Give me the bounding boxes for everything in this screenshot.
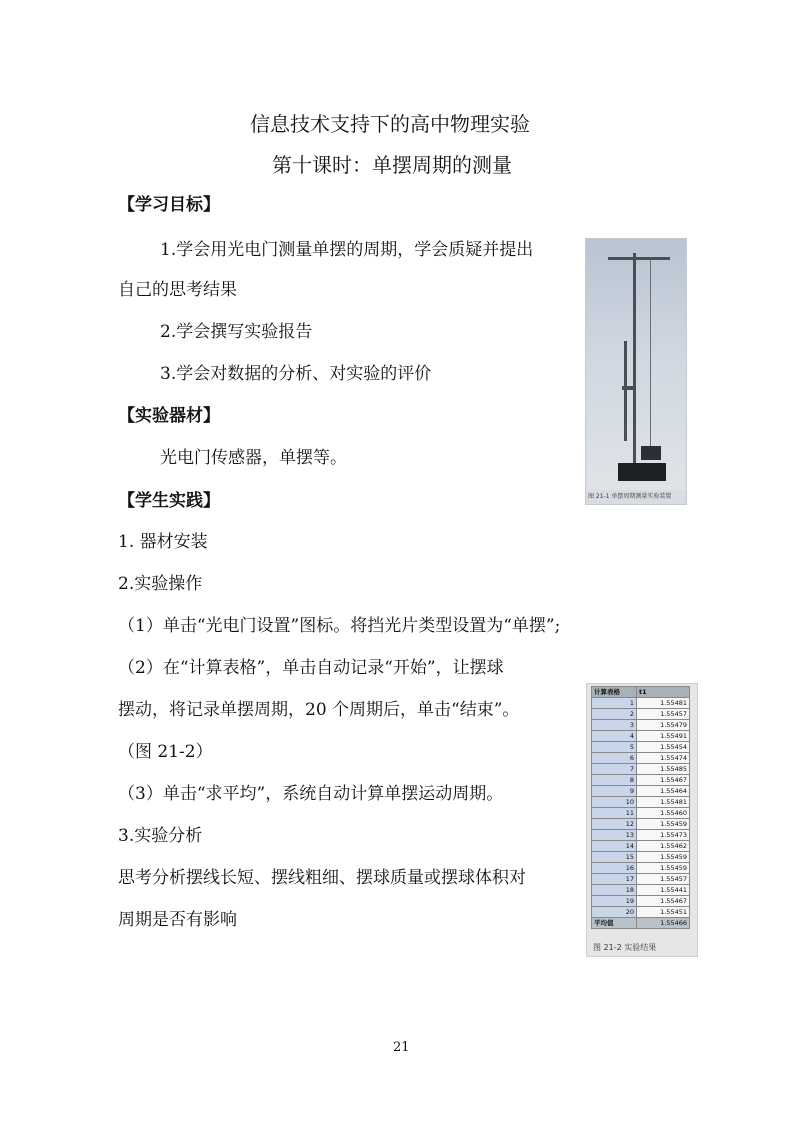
row-index: 19 <box>592 896 637 907</box>
table-row <box>592 775 690 786</box>
document-title: 信息技术支持下的高中物理实验 <box>250 112 530 136</box>
results-table <box>591 686 690 929</box>
row-value: 1.55451 <box>637 907 690 918</box>
table-row <box>592 764 690 775</box>
objective-line-1: 1.学会用光电门测量单摆的周期，学会质疑并提出 <box>160 240 534 260</box>
stand-rod <box>633 253 636 463</box>
equipment-heading: 【实验器材】 <box>118 406 220 426</box>
row-value: 1.55473 <box>637 830 690 841</box>
figure-21-2-caption: 图 21-2 实验结果 <box>593 943 657 952</box>
row-index: 9 <box>592 786 637 797</box>
row-value: 1.55467 <box>637 775 690 786</box>
row-index: 5 <box>592 742 637 753</box>
row-index: 14 <box>592 841 637 852</box>
row-value: 1.55491 <box>637 731 690 742</box>
table-row <box>592 742 690 753</box>
table-row <box>592 819 690 830</box>
row-index: 18 <box>592 885 637 896</box>
table-row <box>592 841 690 852</box>
page-number: 21 <box>393 1040 410 1055</box>
row-index: 16 <box>592 863 637 874</box>
photogate-holder <box>624 341 627 441</box>
average-row <box>592 918 690 929</box>
practice-line-5: 摆动，将记录单摆周期，20 个周期后，单击“结束”。 <box>118 700 520 720</box>
table-header-t1: t1 <box>637 687 690 698</box>
practice-line-1: 1. 器材安装 <box>118 532 208 552</box>
row-value: 1.55460 <box>637 808 690 819</box>
row-value: 1.55462 <box>637 841 690 852</box>
lesson-subtitle: 第十课时：单摆周期的测量 <box>272 153 512 177</box>
practice-line-10: 周期是否有影响 <box>118 910 237 930</box>
row-value: 1.55457 <box>637 874 690 885</box>
row-value: 1.55479 <box>637 720 690 731</box>
table-row <box>592 896 690 907</box>
objective-line-4: 3.学会对数据的分析、对实验的评价 <box>160 364 432 384</box>
objective-line-3: 2.学会撰写实验报告 <box>160 322 313 342</box>
table-row <box>592 698 690 709</box>
table-header-row <box>592 687 690 698</box>
table-row <box>592 874 690 885</box>
row-index: 12 <box>592 819 637 830</box>
figure-21-1-caption: 图 21-1 单摆周期测量实验装置 <box>588 493 672 500</box>
row-index: 15 <box>592 852 637 863</box>
row-value: 1.55485 <box>637 764 690 775</box>
table-row <box>592 720 690 731</box>
crossbar <box>608 257 670 260</box>
objective-line-2: 自己的思考结果 <box>118 280 237 300</box>
row-index: 7 <box>592 764 637 775</box>
table-row <box>592 885 690 896</box>
row-index: 4 <box>592 731 637 742</box>
row-value: 1.55459 <box>637 819 690 830</box>
table-row <box>592 830 690 841</box>
row-index: 11 <box>592 808 637 819</box>
objectives-heading: 【学习目标】 <box>118 195 220 215</box>
average-label: 平均值 <box>592 918 637 929</box>
row-value: 1.55481 <box>637 698 690 709</box>
practice-line-3: （1）单击“光电门设置”图标。将挡光片类型设置为“单摆”; <box>118 616 561 636</box>
row-value: 1.55459 <box>637 852 690 863</box>
table-row <box>592 863 690 874</box>
table-row <box>592 797 690 808</box>
row-value: 1.55474 <box>637 753 690 764</box>
row-value: 1.55467 <box>637 896 690 907</box>
pendulum-apparatus-photo <box>586 239 686 490</box>
row-index: 8 <box>592 775 637 786</box>
row-value: 1.55464 <box>637 786 690 797</box>
row-index: 1 <box>592 698 637 709</box>
row-index: 2 <box>592 709 637 720</box>
practice-line-7: （3）单击“求平均”，系统自动计算单摆运动周期。 <box>118 784 504 804</box>
row-value: 1.55481 <box>637 797 690 808</box>
results-table-figure <box>586 683 698 957</box>
stand-base <box>618 463 666 481</box>
practice-line-9: 思考分析摆线长短、摆线粗细、摆球质量或摆球体积对 <box>118 868 526 888</box>
row-value: 1.55441 <box>637 885 690 896</box>
practice-heading: 【学生实践】 <box>118 491 220 511</box>
row-value: 1.55454 <box>637 742 690 753</box>
row-index: 17 <box>592 874 637 885</box>
table-row <box>592 731 690 742</box>
pendulum-string <box>650 259 651 454</box>
practice-line-4: （2）在“计算表格”，单击自动记录“开始”，让摆球 <box>118 658 504 678</box>
equipment-text: 光电门传感器，单摆等。 <box>160 448 347 468</box>
practice-line-6: （图 21-2） <box>118 742 213 762</box>
table-row <box>592 808 690 819</box>
row-index: 6 <box>592 753 637 764</box>
table-header-label: 计算表格 <box>592 687 637 698</box>
row-index: 20 <box>592 907 637 918</box>
table-row <box>592 786 690 797</box>
average-value: 1.55466 <box>637 918 690 929</box>
pendulum-apparatus-figure <box>585 238 687 505</box>
row-index: 3 <box>592 720 637 731</box>
table-row <box>592 709 690 720</box>
table-row <box>592 852 690 863</box>
practice-line-2: 2.实验操作 <box>118 574 203 594</box>
row-value: 1.55459 <box>637 863 690 874</box>
table-row <box>592 753 690 764</box>
row-value: 1.55457 <box>637 709 690 720</box>
clamp <box>622 386 636 390</box>
table-row <box>592 907 690 918</box>
row-index: 10 <box>592 797 637 808</box>
photogate <box>641 446 661 460</box>
practice-line-8: 3.实验分析 <box>118 826 203 846</box>
row-index: 13 <box>592 830 637 841</box>
